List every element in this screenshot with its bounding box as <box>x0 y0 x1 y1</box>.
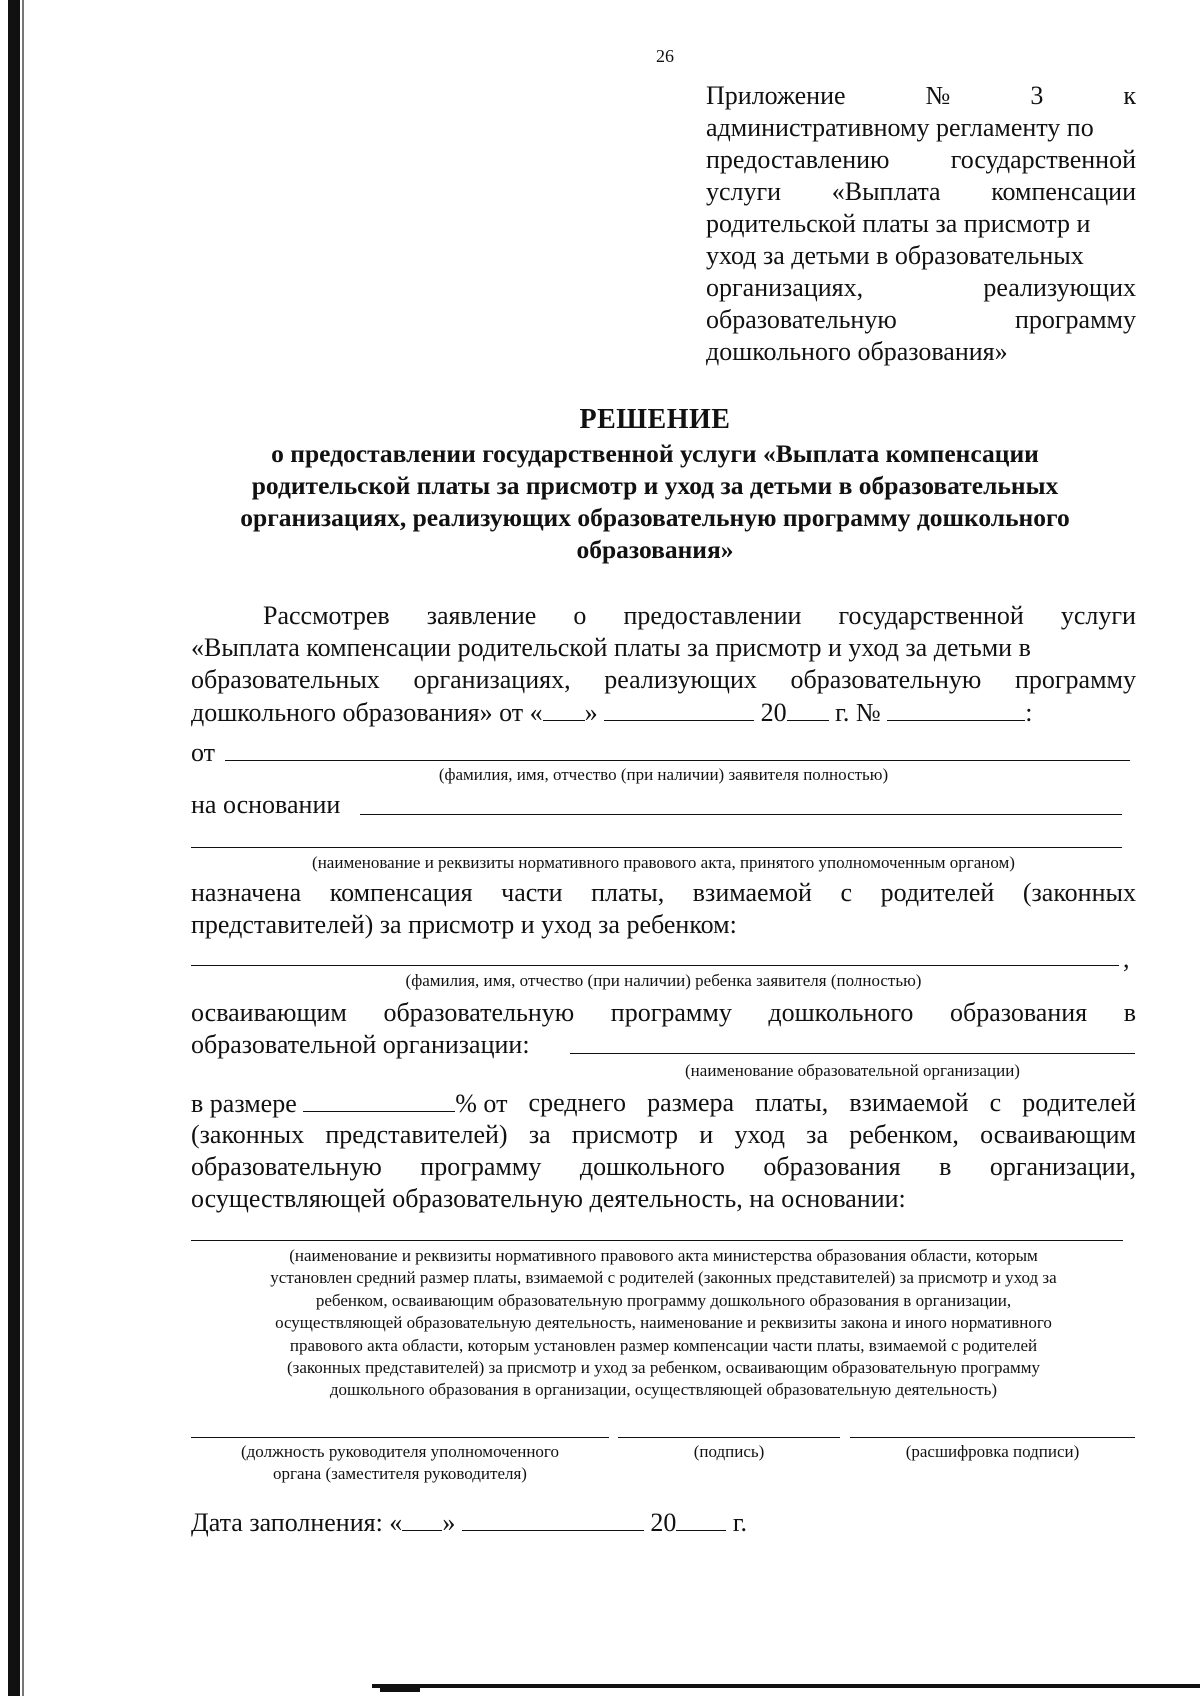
application-year-field[interactable] <box>787 696 829 721</box>
text-line <box>191 1506 1136 1538</box>
title-line: образования» <box>576 535 734 564</box>
word: взимаемой <box>692 878 812 907</box>
caption-line: правового акта области, которым установлен размер компенсации части платы, взимаемой с родителей <box>289 1335 1038 1355</box>
ministry-act-field[interactable] <box>191 1240 1123 1241</box>
word: дошкольного <box>768 998 914 1027</box>
scan-bottom-mark <box>380 1688 420 1692</box>
application-day-field[interactable] <box>543 696 585 721</box>
year-prefix: 20 <box>760 698 787 727</box>
word: за <box>528 1120 551 1149</box>
word: образовательную <box>383 998 575 1027</box>
caption-org: (наименование образовательной организации) <box>685 1061 1020 1080</box>
annex-word: к <box>1123 81 1136 110</box>
title-line: родительской платы за присмотр и уход за детьми в образовательных <box>251 471 1059 500</box>
annex-word: 3 <box>1030 81 1044 110</box>
word: образования <box>763 1152 901 1181</box>
comma: , <box>1123 944 1130 973</box>
word: в <box>1123 998 1136 1027</box>
text-line: представителей) за присмотр и уход за ребенком: <box>191 910 737 939</box>
caption-line: ребенком, осваивающим образовательную программу дошкольного образования в организации, <box>315 1290 1012 1310</box>
annex-word: организациях, <box>706 273 864 302</box>
word: уход <box>734 1120 785 1149</box>
word: родителей <box>880 878 995 907</box>
word: в размере <box>191 1089 297 1118</box>
caption-applicant: (фамилия, имя, отчество (при наличии) заявителя полностью) <box>438 765 889 784</box>
applicant-name-field[interactable] <box>225 760 1130 761</box>
annex-line <box>706 144 1136 176</box>
caption-signature: (подпись) <box>693 1442 765 1461</box>
annex-word: «Выплата <box>831 177 941 206</box>
text-line: «Выплата компенсации родительской платы за присмотр и уход за детьми в <box>191 633 1031 662</box>
word: реализующих <box>604 665 757 694</box>
percent-field[interactable] <box>303 1087 455 1112</box>
caption-line: дошкольного образования в организации, осуществляющей образовательную деятельность) <box>329 1380 998 1400</box>
from-label: от <box>191 738 216 767</box>
caption-act: (наименование и реквизиты нормативного правового акта, принятого уполномоченным органом) <box>312 853 1015 872</box>
word: заявление <box>426 601 537 630</box>
word: осваивающим <box>191 998 347 1027</box>
word: платы, <box>755 1088 829 1117</box>
quote-close: » <box>584 698 598 727</box>
annex-word: программу <box>1014 305 1136 334</box>
word: с <box>989 1088 1002 1117</box>
word: % от <box>455 1089 508 1118</box>
annex-line <box>706 80 1136 112</box>
number-label: г. № <box>835 698 881 727</box>
caption-decode: (расшифровка подписи) <box>905 1442 1080 1461</box>
annex-word: № <box>925 81 951 110</box>
word: организации, <box>989 1152 1136 1181</box>
document-title <box>175 402 1135 566</box>
paragraph-compensation <box>191 877 1136 941</box>
word: государственной <box>838 601 1024 630</box>
scan-left-edge-line <box>22 0 24 1696</box>
year-suffix: г. <box>732 1508 748 1537</box>
word: образовательную <box>191 1152 382 1181</box>
word: программу <box>1014 665 1136 694</box>
text-line <box>191 1029 1136 1061</box>
word: платы, <box>591 878 665 907</box>
annex-line: родительской платы за присмотр и <box>706 209 1091 238</box>
basis-act-field-2[interactable] <box>191 847 1122 848</box>
word: родителей <box>1022 1088 1136 1117</box>
annex-word: Приложение <box>706 81 846 110</box>
text-line <box>191 1087 1136 1119</box>
word: (законных <box>191 1120 305 1149</box>
word: назначена <box>191 878 302 907</box>
annex-line <box>706 304 1136 336</box>
caption-line: органа (заместителя руководителя) <box>273 1464 527 1484</box>
fill-date-row <box>191 1506 1136 1538</box>
quote-close: » <box>442 1508 456 1537</box>
text-line <box>191 1119 1136 1151</box>
caption-child: (фамилия, имя, отчество (при наличии) ребенка заявителя (полностью) <box>405 971 922 990</box>
text-line: осуществляющей образовательную деятельность, на основании: <box>191 1184 906 1213</box>
word: (законных <box>1022 878 1136 907</box>
caption-line: осуществляющей образовательную деятельность, наименование и реквизиты закона и иного нормативного <box>275 1313 1052 1333</box>
paragraph-program <box>191 997 1136 1061</box>
paragraph-amount <box>191 1087 1136 1215</box>
word: с <box>840 878 853 907</box>
word: организациях, <box>413 665 571 694</box>
page-number: 26 <box>656 46 674 66</box>
word: размера <box>647 1088 735 1117</box>
child-name-field[interactable] <box>191 965 1119 966</box>
annex-line <box>706 176 1136 208</box>
text-line <box>191 696 1136 728</box>
annex-word: образовательную <box>706 305 897 334</box>
annex-word: предоставлению <box>706 145 890 174</box>
org-label: образовательной организации: <box>191 1030 530 1059</box>
word: среднего <box>528 1088 626 1117</box>
annex-word: компенсации <box>991 177 1136 206</box>
signature-decode-field[interactable] <box>850 1437 1135 1438</box>
word: образовательных <box>191 665 380 694</box>
word: и <box>699 1120 714 1149</box>
caption-position <box>191 1441 609 1486</box>
scan-bottom-edge <box>372 1684 1200 1688</box>
title-line: о предоставлении государственной услуги «Выплата компенсации <box>271 439 1039 468</box>
word: программу <box>610 998 732 1027</box>
text-line <box>191 997 1136 1029</box>
word: представителей) <box>325 1120 508 1149</box>
word: части <box>501 878 563 907</box>
application-month-field[interactable] <box>604 696 754 721</box>
basis-row <box>191 789 1136 821</box>
word: дошкольного <box>579 1152 725 1181</box>
caption-line: (законных представителей) за присмотр и уход за ребенком, осваивающим образовательную программу <box>286 1358 1041 1378</box>
title-main: РЕШЕНИЕ <box>579 404 731 435</box>
fill-year-field[interactable] <box>676 1506 726 1531</box>
caption-ministry <box>191 1245 1136 1402</box>
position-field[interactable] <box>191 1437 609 1438</box>
annex-line: уход за детьми в образовательных <box>706 241 1084 270</box>
text-line <box>191 664 1136 696</box>
text-line <box>191 600 1136 632</box>
caption-line: (наименование и реквизиты нормативного правового акта министерства образования области, которым <box>289 1246 1038 1265</box>
caption-line: установлен средний размер платы, взимаемой с родителей (законных представителей) за присмотр и уход за <box>270 1268 1057 1288</box>
fill-date-label: Дата заполнения: « <box>191 1508 403 1537</box>
word: компенсация <box>329 878 473 907</box>
amount-label <box>191 1087 507 1119</box>
organization-field[interactable] <box>570 1053 1135 1054</box>
fill-day-field[interactable] <box>402 1506 442 1531</box>
annex-word: государственной <box>950 145 1136 174</box>
annex-line <box>706 272 1136 304</box>
scan-left-edge <box>8 0 20 1696</box>
caption-line: (должность руководителя уполномоченного <box>241 1442 559 1461</box>
year-prefix: 20 <box>650 1508 677 1537</box>
annex-word: услуги <box>706 177 782 206</box>
basis-act-field[interactable] <box>360 814 1122 815</box>
paragraph-application <box>191 600 1136 728</box>
word: за <box>806 1120 828 1149</box>
word: присмотр <box>571 1120 679 1149</box>
word: осваивающим <box>980 1120 1136 1149</box>
annex-word: реализующих <box>983 273 1136 302</box>
title-line: организациях, реализующих образовательную программу дошкольного <box>240 503 1070 532</box>
word: взимаемой <box>849 1088 969 1117</box>
word: образования <box>949 998 1088 1027</box>
word: программу <box>420 1152 542 1181</box>
word: образовательную <box>790 665 982 694</box>
word: услуги <box>1060 601 1136 630</box>
annex-line: дошкольного образования» <box>706 337 1008 366</box>
signature-field[interactable] <box>618 1437 840 1438</box>
annex-header <box>706 80 1136 368</box>
application-number-field[interactable] <box>887 696 1025 721</box>
annex-line: административному регламенту по <box>706 113 1094 142</box>
text-line <box>191 789 1136 821</box>
text-line <box>191 877 1136 909</box>
text-line <box>191 1151 1136 1183</box>
word: ребенком, <box>849 1120 959 1149</box>
word: о <box>573 601 587 630</box>
fill-month-field[interactable] <box>462 1506 644 1531</box>
basis-label: на основании <box>191 790 341 819</box>
colon: : <box>1025 698 1033 727</box>
word: в <box>939 1152 952 1181</box>
word: Рассмотрев <box>263 601 390 630</box>
application-date-prefix: дошкольного образования» от « <box>191 698 543 727</box>
word: предоставлении <box>623 601 802 630</box>
